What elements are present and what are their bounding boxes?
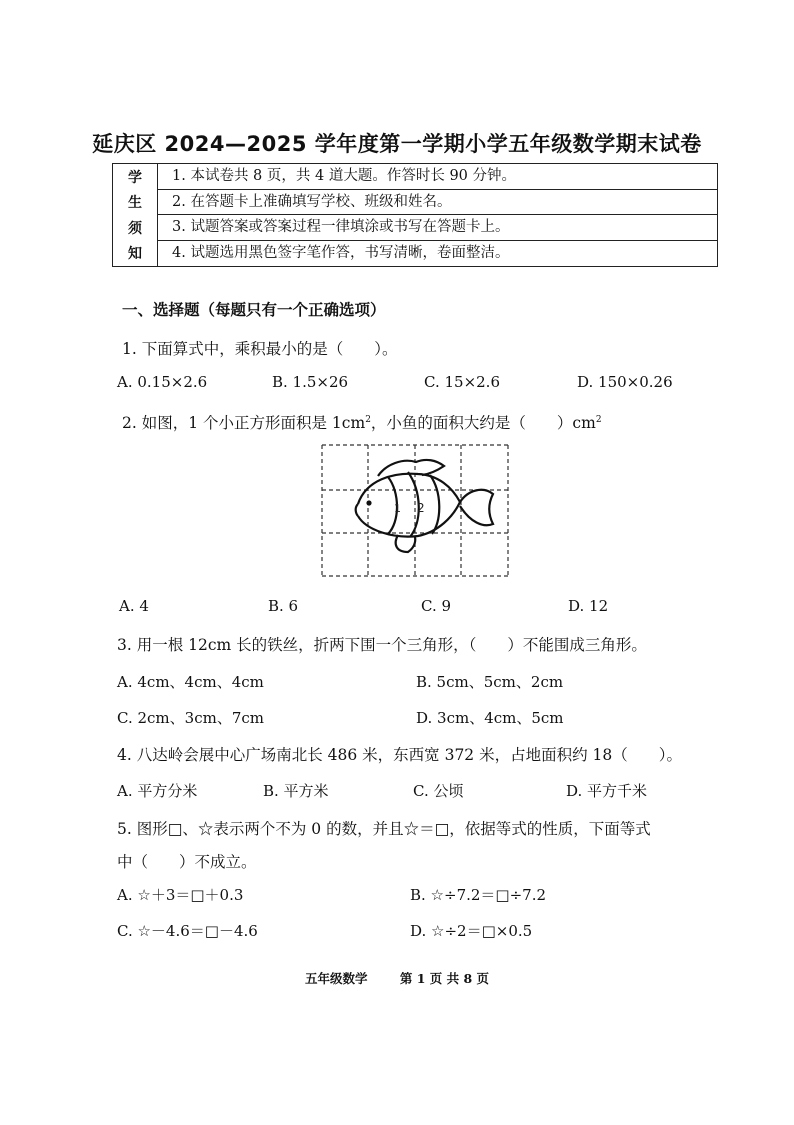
q3-option-b: B. 5cm、5cm、2cm bbox=[416, 673, 564, 691]
q2-option-c: C. 9 bbox=[421, 597, 452, 615]
question-1-stem: 1. 下面算式中，乘积最小的是（ ）。 bbox=[122, 340, 398, 358]
q3-option-c: C. 2cm、3cm、7cm bbox=[117, 709, 264, 727]
notice-item: 3. 试题答案或答案过程一律填涂或书写在答题卡上。 bbox=[158, 215, 717, 241]
q2-option-d: D. 12 bbox=[568, 597, 609, 615]
q1-option-a: A. 0.15×2.6 bbox=[117, 373, 208, 391]
footer-subject: 五年级数学 bbox=[304, 971, 368, 986]
q4-option-b: B. 平方米 bbox=[263, 782, 329, 800]
q2-stem-part1: 2. 如图，1 个小正方形面积是 1cm bbox=[122, 414, 366, 432]
q1-option-c: C. 15×2.6 bbox=[424, 373, 500, 391]
notice-box bbox=[112, 163, 718, 267]
fish-label-2: 2 bbox=[417, 501, 425, 515]
q5-option-a: A. ☆＋3＝□＋0.3 bbox=[117, 886, 244, 904]
superscript-2: 2 bbox=[365, 414, 371, 425]
notice-item: 2. 在答题卡上准确填写学校、班级和姓名。 bbox=[158, 190, 717, 216]
notice-heading-char: 学 bbox=[128, 169, 142, 186]
notice-heading-char: 知 bbox=[128, 246, 142, 263]
question-5-stem-line2: 中（ ）不成立。 bbox=[117, 853, 257, 871]
q1-option-b: B. 1.5×26 bbox=[272, 373, 349, 391]
question-2-stem bbox=[122, 411, 602, 433]
notice-item: 1. 本试卷共 8 页，共 4 道大题。作答时长 90 分钟。 bbox=[158, 164, 717, 190]
section-heading: 一、选择题（每题只有一个正确选项） bbox=[122, 300, 386, 319]
exam-title: 延庆区 2024—2025 学年度第一学期小学五年级数学期末试卷 bbox=[92, 132, 702, 156]
q5-option-b: B. ☆÷7.2＝□÷7.2 bbox=[410, 886, 547, 904]
footer-page-number: 第 1 页 共 8 页 bbox=[399, 971, 490, 986]
q5-option-d: D. ☆÷2＝□×0.5 bbox=[410, 922, 533, 940]
q2-option-b: B. 6 bbox=[268, 597, 299, 615]
notice-heading-char: 生 bbox=[128, 195, 142, 212]
notice-heading bbox=[113, 164, 158, 266]
fish-eye bbox=[366, 500, 371, 505]
notice-heading-char: 须 bbox=[128, 220, 142, 237]
fish-grid-figure bbox=[318, 442, 512, 580]
superscript-2: 2 bbox=[595, 414, 602, 425]
question-4-stem: 4. 八达岭会展中心广场南北长 486 米，东西宽 372 米，占地面积约 18（ ）。 bbox=[117, 746, 682, 764]
dashed-grid bbox=[322, 445, 508, 576]
q2-option-a: A. 4 bbox=[119, 597, 149, 615]
q3-option-d: D. 3cm、4cm、5cm bbox=[416, 709, 564, 727]
question-5-stem-line1: 5. 图形□、☆表示两个不为 0 的数，并且☆＝□，依据等式的性质，下面等式 bbox=[117, 820, 651, 838]
question-3-stem: 3. 用一根 12cm 长的铁丝，折两下围一个三角形，（ ）不能围成三角形。 bbox=[117, 636, 647, 654]
q2-stem-part2: ，小鱼的面积大约是（ ）cm bbox=[370, 414, 596, 432]
q4-option-a: A. 平方分米 bbox=[117, 782, 198, 800]
notice-items bbox=[158, 164, 717, 266]
page-footer bbox=[0, 969, 794, 987]
q4-option-c: C. 公顷 bbox=[413, 782, 464, 800]
q3-option-a: A. 4cm、4cm、4cm bbox=[117, 673, 264, 691]
q4-option-d: D. 平方千米 bbox=[566, 782, 648, 800]
q1-option-d: D. 150×0.26 bbox=[577, 373, 673, 391]
fish-label-1: 1 bbox=[394, 502, 401, 515]
notice-item: 4. 试题选用黑色签字笔作答，书写清晰，卷面整洁。 bbox=[172, 244, 510, 261]
q5-option-c: C. ☆－4.6＝□－4.6 bbox=[117, 922, 258, 940]
